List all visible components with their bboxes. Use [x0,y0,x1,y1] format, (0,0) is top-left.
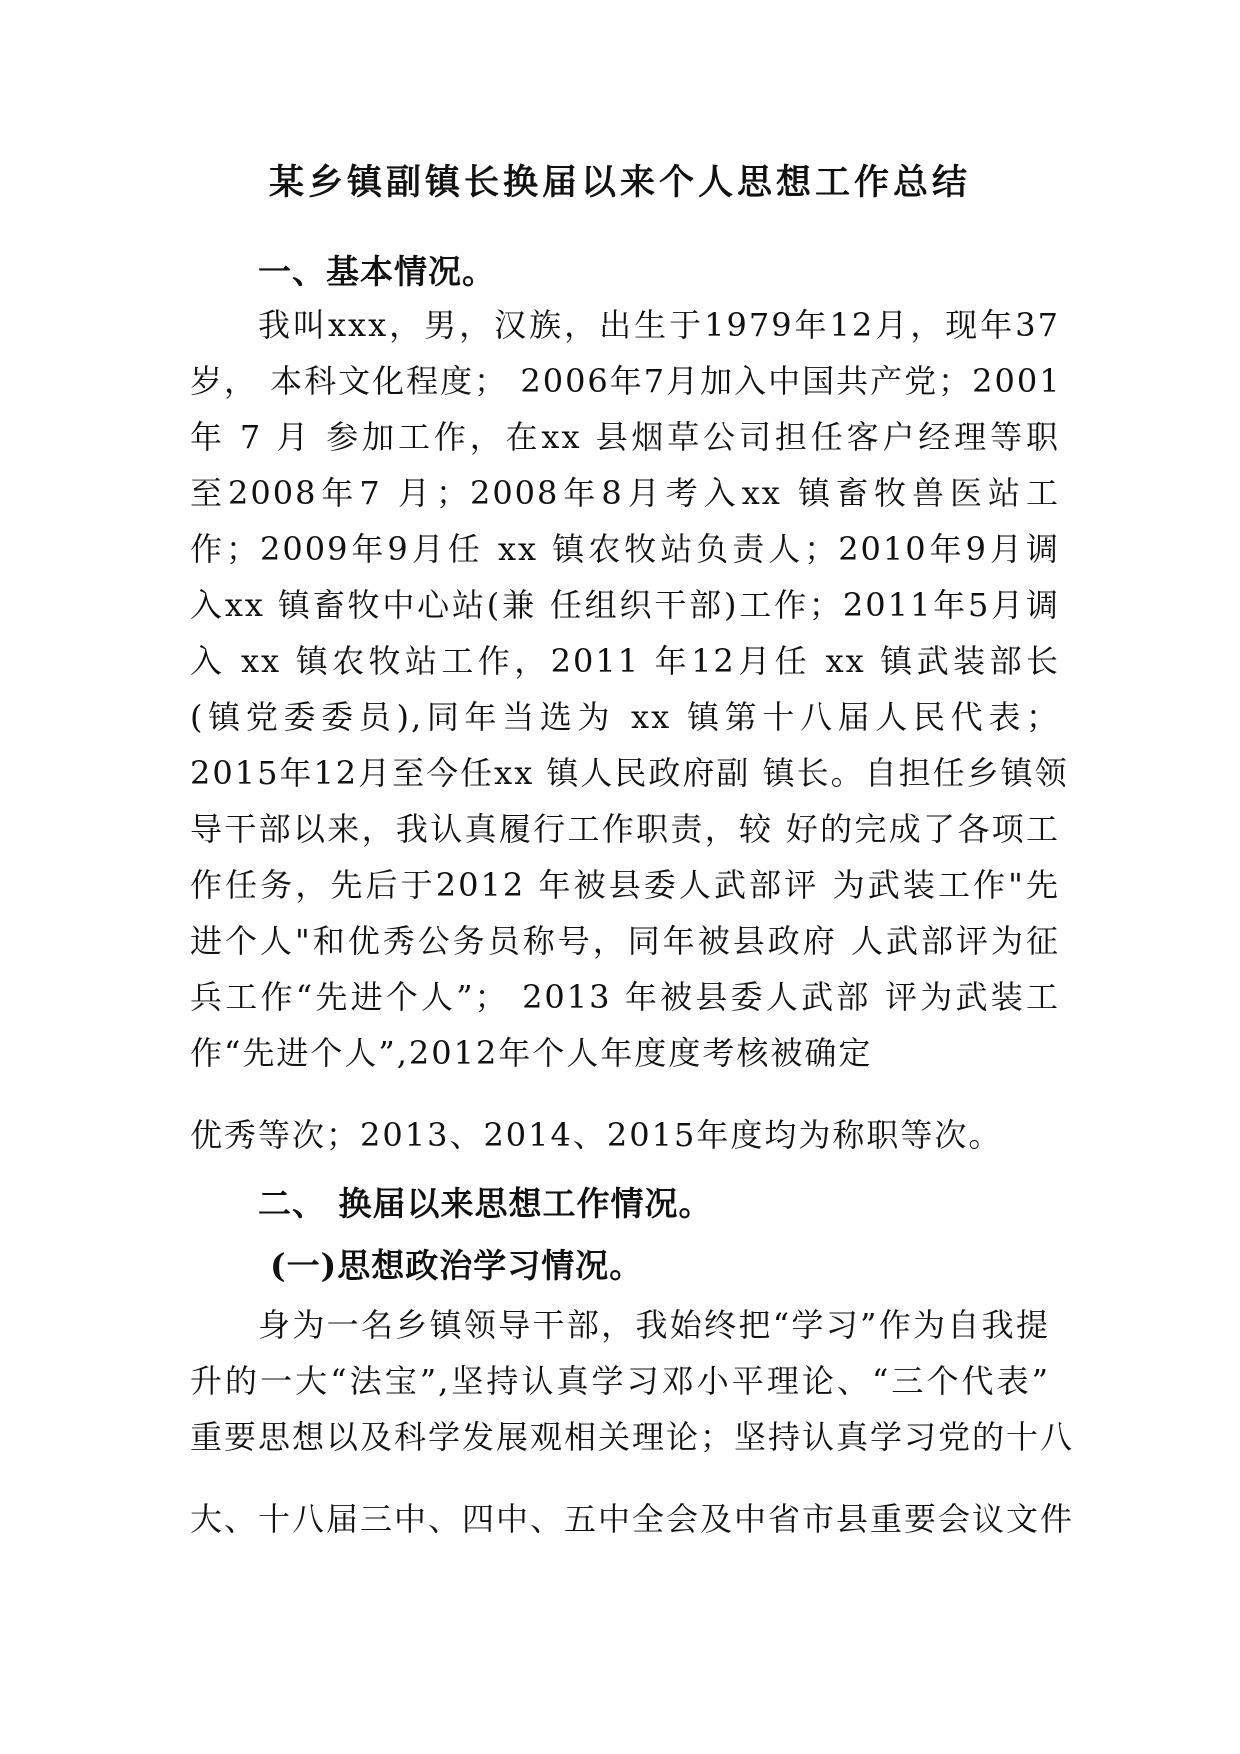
section-heading-basic-info: 一、基本情况。 [258,252,496,291]
paragraph-line: 岁， 本科文化程度； 2006年7月加入中国共产党；2001 [190,362,1062,400]
paragraph-line: 导干部以来，我认真履行工作职责，较 好的完成了各项工 [190,810,1060,848]
section-heading-ideology-work: 二、 换届以来思想工作情况。 [258,1184,713,1223]
paragraph-line: 优秀等次；2013、2014、2015年度均为称职等次。 [190,1116,1003,1154]
paragraph-line: 至2008年7 月；2008年8月考入xx 镇畜牧兽医站工 [190,474,1060,512]
paragraph-line: 年 7 月 参加工作，在xx 县烟草公司担任客户经理等职 [190,418,1060,456]
paragraph-line: (镇党委委员),同年当选为 xx 镇第十八届人民代表； [190,698,1060,736]
paragraph-line: 作；2009年9月任 xx 镇农牧站负责人；2010年9月调 [190,530,1060,568]
document-title: 某乡镇副镇长换届以来个人思想工作总结 [268,162,971,203]
paragraph-line: 进个人"和优秀公务员称号，同年被县政府 人武部评为征 [190,922,1060,960]
paragraph-line: 入xx 镇畜牧中心站(兼 任组织干部)工作；2011年5月调 [190,586,1060,624]
paragraph-line: 大、十八届三中、四中、五中全会及中省市县重要会议文件 [190,1500,1075,1538]
paragraph-line: 2015年12月至今任xx 镇人民政府副 镇长。自担任乡镇领 [190,754,1069,792]
paragraph-line: 身为一名乡镇领导干部，我始终把“学习”作为自我提 [258,1306,1050,1344]
paragraph-line: 入 xx 镇农牧站工作，2011 年12月任 xx 镇武装部长 [190,642,1060,680]
paragraph-line: 升的一大“法宝”,坚持认真学习邓小平理论、“三个代表” [190,1362,1050,1400]
subsection-heading-political-study: (一)思想政治学习情况。 [270,1246,644,1285]
paragraph-line: 兵工作“先进个人”； 2013 年被县委人武部 评为武装工 [190,978,1060,1016]
paragraph-line: 重要思想以及科学发展观相关理论；坚持认真学习党的十八 [190,1418,1075,1456]
paragraph-line: 作“先进个人”,2012年个人年度度考核被确定 [190,1034,873,1072]
paragraph-line: 作任务，先后于2012 年被县委人武部评 为武装工作"先 [190,866,1060,904]
paragraph-line: 我叫xxx，男，汉族，出生于1979年12月，现年37 [258,306,1060,344]
